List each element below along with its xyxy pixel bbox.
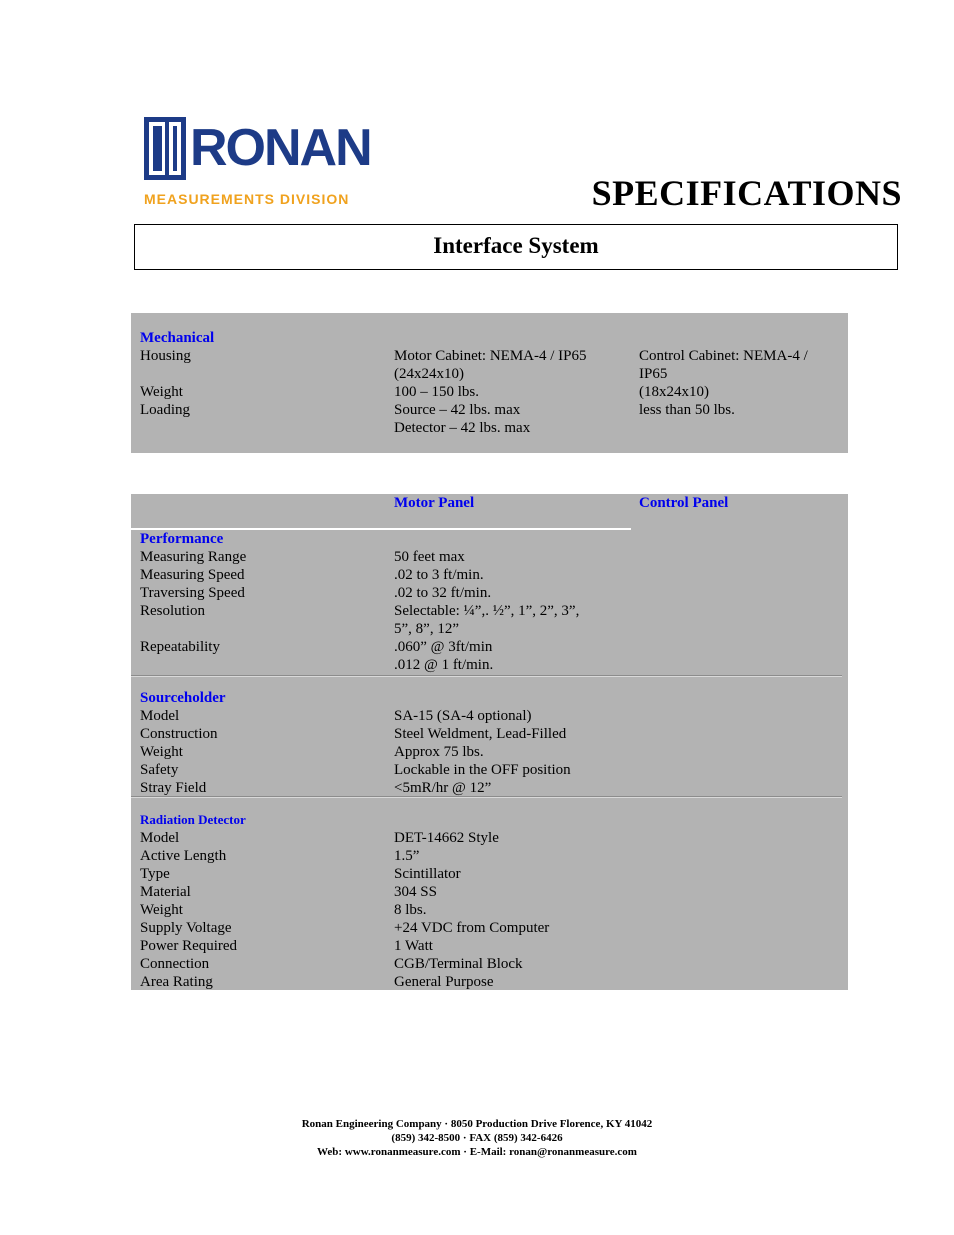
spec-value-control: Control Cabinet: NEMA-4 /	[639, 348, 808, 364]
spec-row	[131, 419, 848, 437]
section-heading-radiation-detector: Radiation Detector	[140, 812, 246, 827]
spec-label: Construction	[140, 726, 218, 742]
spec-label: Loading	[140, 402, 190, 418]
spec-row	[131, 638, 848, 656]
page-title: SPECIFICATIONS	[591, 173, 902, 213]
spec-label: Measuring Range	[140, 549, 247, 565]
spec-value: 50 feet max	[394, 549, 465, 565]
spec-row	[131, 365, 848, 383]
spec-label: Traversing Speed	[140, 585, 245, 601]
spec-value: <5mR/hr @ 12”	[394, 780, 492, 796]
spec-label: Measuring Speed	[140, 567, 245, 583]
spec-value: 5”, 8”, 12”	[394, 621, 459, 637]
spec-value: CGB/Terminal Block	[394, 956, 523, 972]
mechanical-panel	[131, 313, 848, 453]
spec-row	[131, 656, 848, 674]
spec-label: Model	[140, 708, 180, 724]
spec-label: Material	[140, 884, 191, 900]
spec-value-motor: Motor Cabinet: NEMA-4 / IP65	[394, 348, 587, 364]
spec-value: SA-15 (SA-4 optional)	[394, 708, 532, 724]
system-title-box	[134, 224, 898, 270]
spec-value: 1.5”	[394, 848, 420, 864]
spec-row	[131, 955, 848, 973]
footer-address: Ronan Engineering Company · 8050 Production Drive Florence, KY 41042	[301, 1118, 653, 1130]
spec-value-control: less than 50 lbs.	[639, 402, 735, 418]
spec-value: .012 @ 1 ft/min.	[394, 657, 494, 673]
footer-phone: (859) 342-8500 · FAX (859) 342-6426	[391, 1132, 563, 1144]
spec-row	[131, 779, 848, 797]
section-heading-performance: Performance	[140, 531, 224, 547]
spec-row	[131, 584, 848, 602]
spec-value: 8 lbs.	[394, 902, 427, 918]
spec-row	[131, 383, 848, 401]
spec-value: Steel Weldment, Lead-Filled	[394, 726, 567, 742]
spec-row	[131, 401, 848, 419]
section-heading-sourceholder: Sourceholder	[140, 690, 226, 706]
spec-label: Supply Voltage	[140, 920, 232, 936]
spec-row	[131, 973, 848, 991]
footer-web: Web: www.ronanmeasure.com · E-Mail: ronan@ronanmeasure.com	[317, 1146, 637, 1158]
logo-division: MEASUREMENTS DIVISION	[144, 191, 350, 207]
section-divider	[131, 796, 842, 798]
column-header-motor-panel: Motor Panel	[394, 495, 475, 511]
spec-row	[131, 865, 848, 883]
column-header-control-panel: Control Panel	[639, 495, 729, 511]
system-title: Interface System	[433, 233, 599, 258]
spec-row	[131, 761, 848, 779]
spec-label: Type	[140, 866, 170, 882]
performance-section	[131, 530, 848, 674]
spec-value: General Purpose	[394, 974, 494, 990]
spec-row	[131, 937, 848, 955]
section-divider	[131, 675, 842, 677]
footer	[0, 1117, 954, 1159]
spec-label: Housing	[140, 348, 191, 364]
spec-label: Power Required	[140, 938, 238, 954]
spec-value: Selectable: ¼”,. ½”, 1”, 2”, 3”,	[394, 603, 580, 619]
spec-value: Scintillator	[394, 866, 461, 882]
spec-label: Safety	[140, 762, 179, 778]
spec-label: Stray Field	[140, 780, 207, 796]
spec-value: Approx 75 lbs.	[394, 744, 484, 760]
spec-label: Weight	[140, 744, 183, 760]
spec-value-motor: Detector – 42 lbs. max	[394, 420, 531, 436]
company-logo	[144, 117, 369, 207]
spec-value-motor: Source – 42 lbs. max	[394, 402, 521, 418]
specs-panel	[131, 494, 848, 990]
logo-wordmark: RONAN	[190, 119, 371, 177]
spec-label: Repeatability	[140, 639, 220, 655]
spec-label: Model	[140, 830, 180, 846]
spec-label: Resolution	[140, 603, 206, 619]
spec-value: Lockable in the OFF position	[394, 762, 571, 778]
spec-value: 1 Watt	[394, 938, 433, 954]
ronan-logo-mark-icon	[144, 117, 186, 180]
spec-row	[131, 829, 848, 847]
spec-row	[131, 725, 848, 743]
spec-row	[131, 548, 848, 566]
section-heading-mechanical: Mechanical	[140, 330, 215, 346]
spec-row	[131, 620, 848, 638]
spec-row	[131, 566, 848, 584]
spec-value: .02 to 32 ft/min.	[394, 585, 492, 601]
spec-value-control: IP65	[639, 366, 668, 382]
spec-row	[131, 901, 848, 919]
spec-value-motor: (24x24x10)	[394, 366, 464, 382]
spec-row	[131, 883, 848, 901]
spec-value: .02 to 3 ft/min.	[394, 567, 484, 583]
spec-value: 304 SS	[394, 884, 437, 900]
spec-label: Area Rating	[140, 974, 213, 990]
spec-value-motor: 100 – 150 lbs.	[394, 384, 480, 400]
spec-value: +24 VDC from Computer	[394, 920, 550, 936]
detector-section	[131, 811, 848, 991]
spec-label: Weight	[140, 902, 183, 918]
spec-label: Weight	[140, 384, 183, 400]
spec-label: Active Length	[140, 848, 227, 864]
spec-row	[131, 602, 848, 620]
spec-value: .060” @ 3ft/min	[394, 639, 493, 655]
spec-value: DET-14662 Style	[394, 830, 499, 846]
spec-row	[131, 347, 848, 365]
spec-row	[131, 919, 848, 937]
spec-label: Connection	[140, 956, 210, 972]
spec-value-control: (18x24x10)	[639, 384, 709, 400]
spec-row	[131, 743, 848, 761]
spec-row	[131, 707, 848, 725]
spec-row	[131, 847, 848, 865]
sourceholder-section	[131, 689, 848, 797]
